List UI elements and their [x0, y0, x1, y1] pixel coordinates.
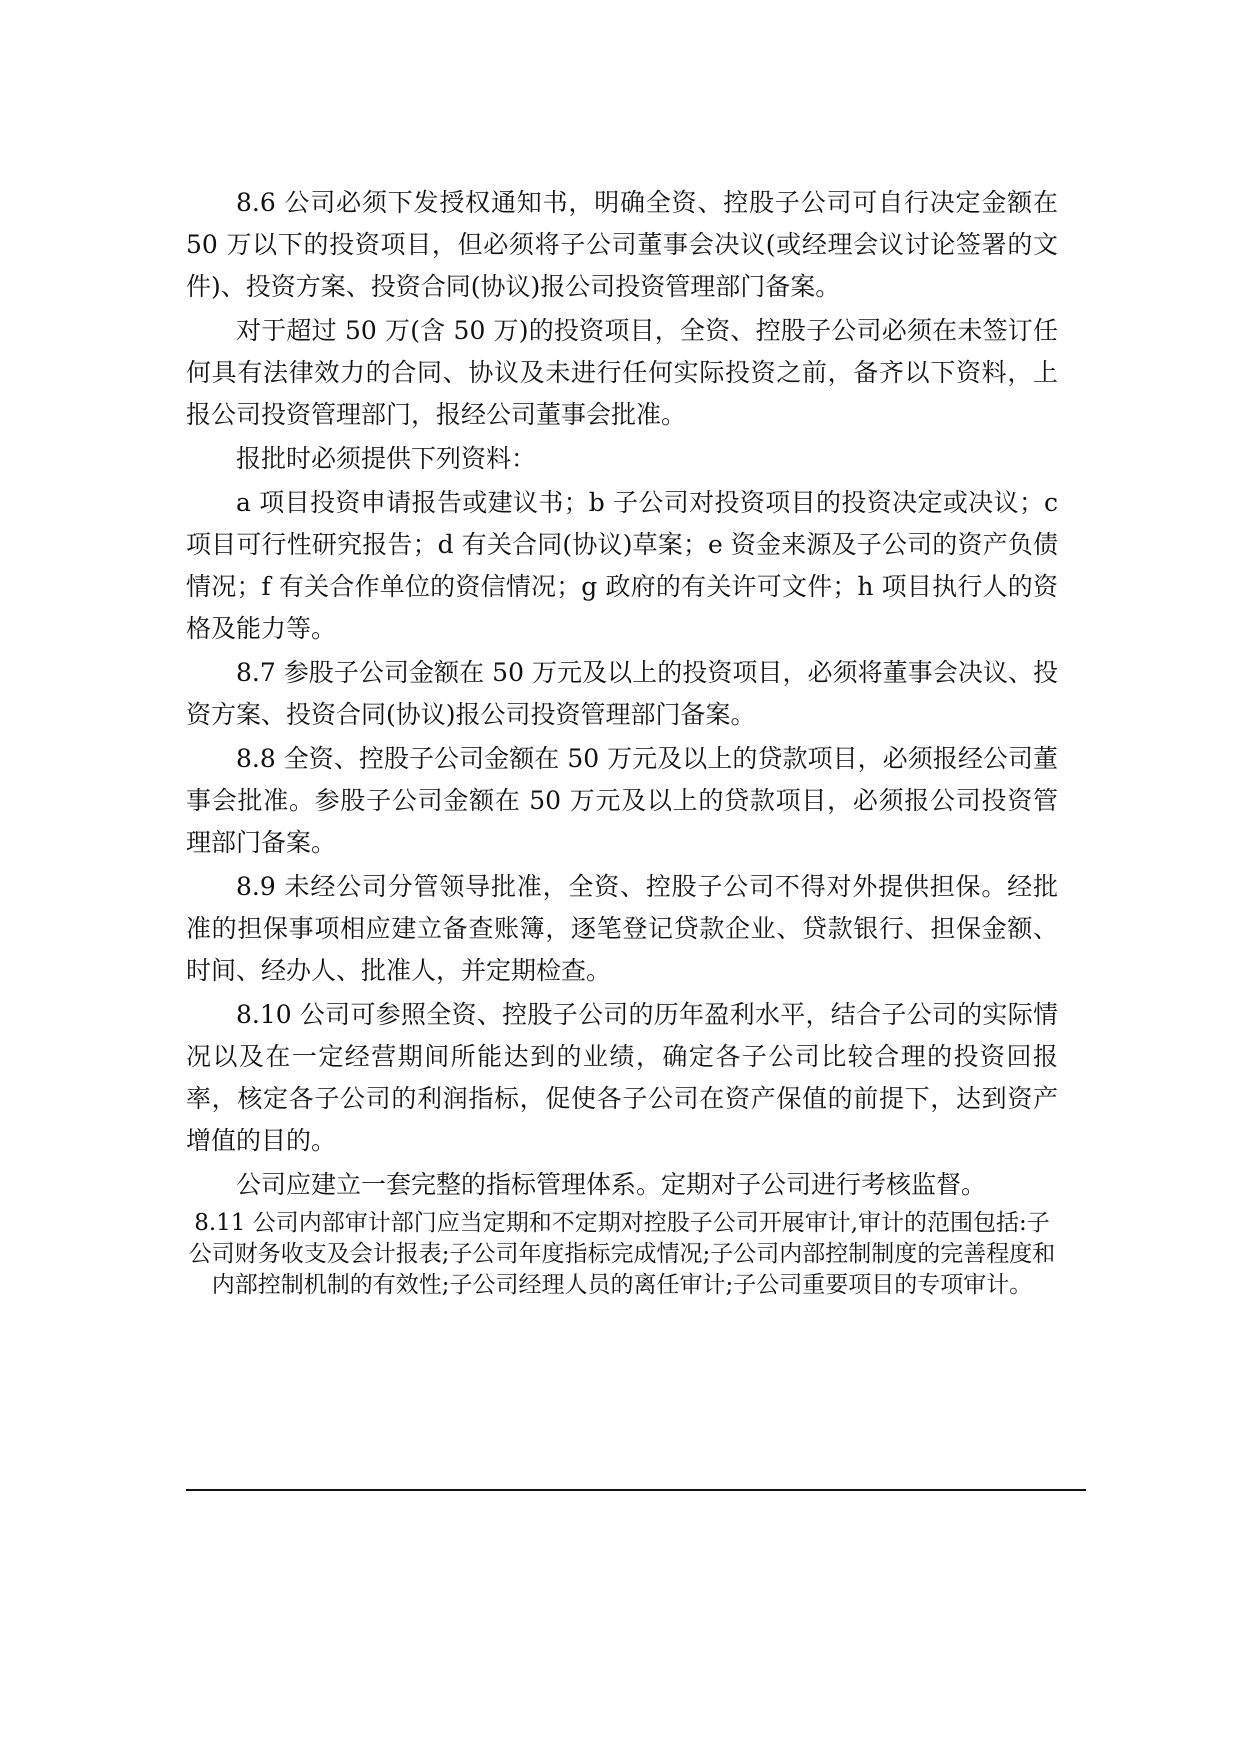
paragraph-over-50w: 对于超过 50 万(含 50 万)的投资项目，全资、控股子公司必须在未签订任何具有法律效力的合同、协议及未进行任何实际投资之前，备齐以下资料，上报公司投资管理部门，报经公司董事会批准。	[186, 316, 1058, 429]
paragraph-materials-list: a 项目投资申请报告或建议书；b 子公司对投资项目的投资决定或决议；c 项目可行性研究报告；d 有关合同(协议)草案；e 资金来源及子公司的资产负债情况；f 有关合作单位的资信情况；g 政府的有关许可文件；h 项目执行人的资格及能力等。	[186, 488, 1058, 643]
paragraph-indicator-system: 公司应建立一套完整的指标管理体系。定期对子公司进行考核监督。	[236, 1170, 987, 1199]
footer-rule	[186, 1489, 1086, 1491]
paragraph-8-9: 8.9 未经公司分管领导批准，全资、控股子公司不得对外提供担保。经批准的担保事项相应建立备查账簿，逐笔登记贷款企业、贷款银行、担保金额、时间、经办人、批准人，并定期检查。	[186, 872, 1058, 985]
paragraph-8-11: 8.11 公司内部审计部门应当定期和不定期对控股子公司开展审计,审计的范围包括:子公司财务收支及会计报表;子公司年度指标完成情况;子公司内部控制制度的完善程度和内部控制机制的有效性;子公司经理人员的离任审计;子公司重要项目的专项审计。	[188, 1210, 1056, 1298]
paragraph-8-6: 8.6 公司必须下发授权通知书，明确全资、控股子公司可自行决定金额在 50 万以下的投资项目，但必须将子公司董事会决议(或经理会议讨论签署的文件)、投资方案、投资合同(协议)报公司投资管理部门备案。	[186, 188, 1058, 301]
document-body	[186, 182, 1058, 1303]
paragraph-8-10: 8.10 公司可参照全资、控股子公司的历年盈利水平，结合子公司的实际情况以及在一定经营期间所能达到的业绩，确定各子公司比较合理的投资回报率，核定各子公司的利润指标，促使各子公司在资产保值的前提下，达到资产增值的目的。	[186, 1000, 1058, 1155]
paragraph-8-8: 8.8 全资、控股子公司金额在 50 万元及以上的贷款项目，必须报经公司董事会批准。参股子公司金额在 50 万元及以上的贷款项目，必须报公司投资管理部门备案。	[186, 744, 1058, 857]
paragraph-8-7: 8.7 参股子公司金额在 50 万元及以上的投资项目，必须将董事会决议、投资方案、投资合同(协议)报公司投资管理部门备案。	[186, 658, 1058, 729]
paragraph-required-materials: 报批时必须提供下列资料：	[236, 444, 537, 473]
